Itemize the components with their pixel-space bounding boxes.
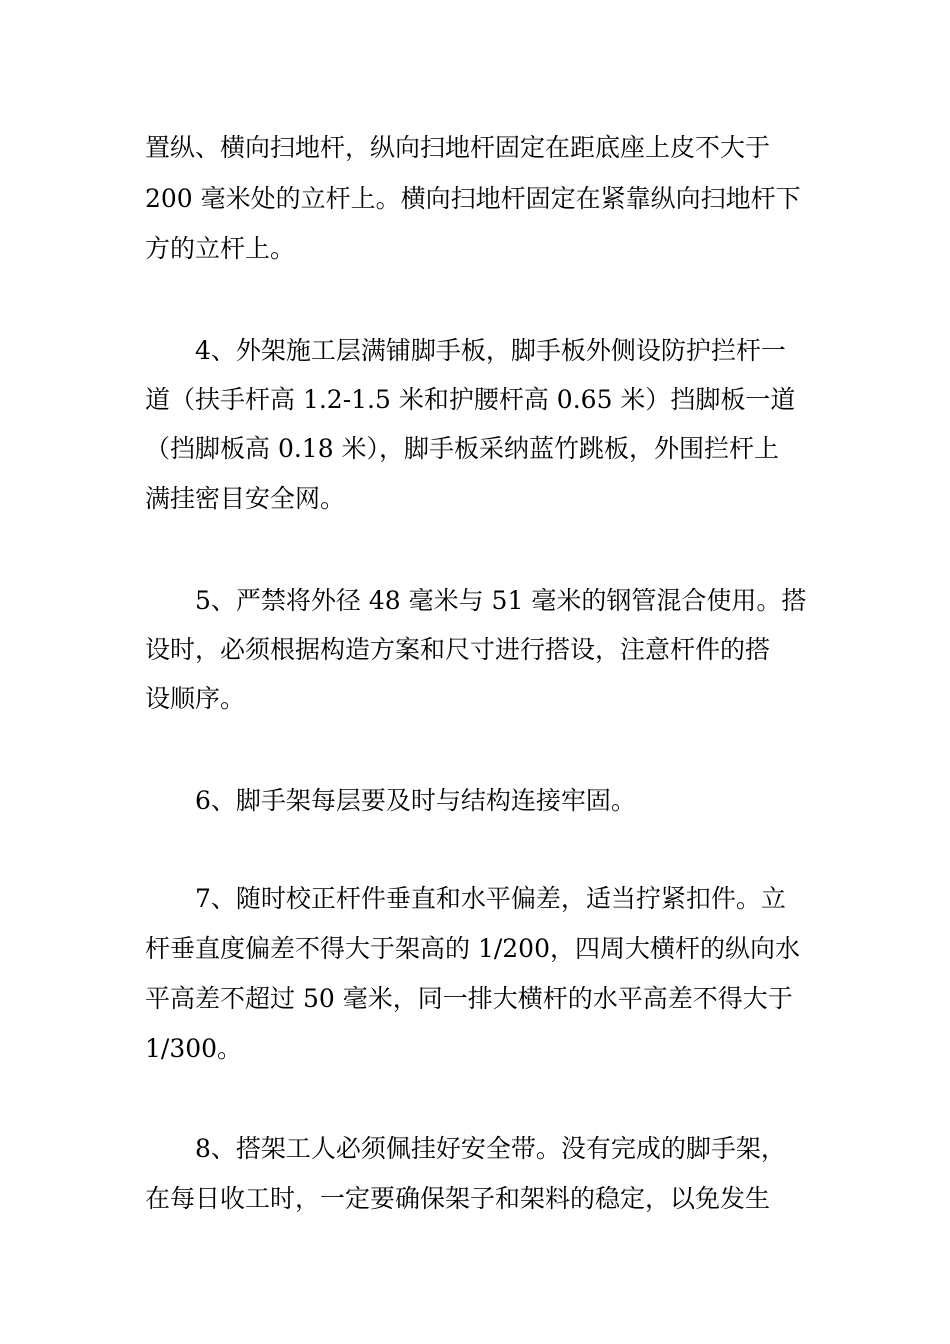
paragraph-2-line-3: （挡脚板高 0.18 米），脚手板采纳蓝竹跳板，外围拦杆上 <box>145 434 780 463</box>
paragraph-5-line-2: 杆垂直度偏差不得大于架高的 1/200，四周大横杆的纵向水 <box>145 934 800 963</box>
paragraph-5-line-4: 1/300。 <box>145 1034 243 1063</box>
paragraph-2-line-1: 4、外架施工层满铺脚手板，脚手板外侧设防护拦杆一 <box>195 336 786 365</box>
paragraph-4-line-1: 6、脚手架每层要及时与结构连接牢固。 <box>195 786 636 815</box>
paragraph-1-line-2: 200 毫米处的立杆上。横向扫地杆固定在紧靠纵向扫地杆下 <box>145 184 801 213</box>
paragraph-1-line-3: 方的立杆上。 <box>145 234 296 263</box>
paragraph-3-line-3: 设顺序。 <box>145 684 246 713</box>
paragraph-6-line-2: 在每日收工时，一定要确保架子和架料的稳定，以免发生 <box>145 1184 771 1213</box>
paragraph-5-line-3: 平高差不超过 50 毫米，同一排大横杆的水平高差不得大于 <box>145 984 793 1013</box>
paragraph-3-line-2: 设时，必须根据构造方案和尺寸进行搭设，注意杆件的搭 <box>145 635 771 664</box>
paragraph-1-line-1: 置纵、横向扫地杆，纵向扫地杆固定在距底座上皮不大于 <box>145 133 771 162</box>
paragraph-6-line-1: 8、搭架工人必须佩挂好安全带。没有完成的脚手架， <box>195 1134 786 1163</box>
paragraph-3-line-1: 5、严禁将外径 48 毫米与 51 毫米的钢管混合使用。搭 <box>195 586 807 615</box>
paragraph-5-line-1: 7、随时校正杆件垂直和水平偏差，适当拧紧扣件。立 <box>195 884 786 913</box>
paragraph-2-line-4: 满挂密目安全网。 <box>145 484 346 513</box>
paragraph-2-line-2: 道（扶手杆高 1.2-1.5 米和护腰杆高 0.65 米）挡脚板一道 <box>145 385 796 414</box>
